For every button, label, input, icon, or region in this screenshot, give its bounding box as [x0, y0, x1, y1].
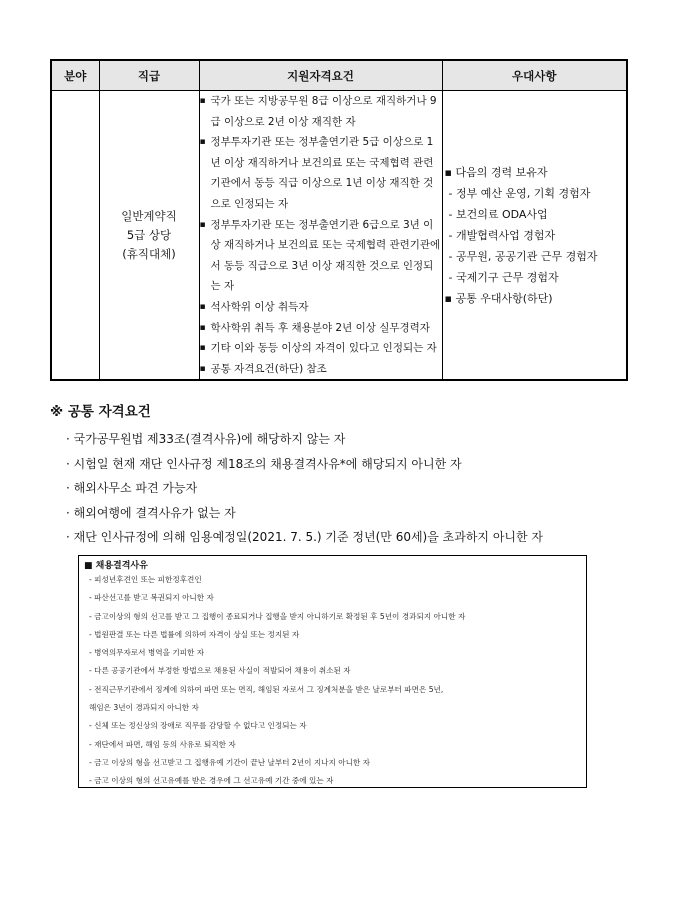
rank-line: 5급 상당 — [126, 227, 172, 242]
requirement-item: ▪ 석사학위 이상 취득자 — [200, 297, 442, 318]
disqualification-item: - 금고 이상의 형을 선고받고 그 집행유예 기간이 끝난 날부터 2년이 지나지 아니한 자 — [89, 757, 371, 767]
disqualification-title: ■ 채용결격사유 — [84, 561, 148, 571]
header-field: 분야 — [51, 60, 99, 91]
table-row — [51, 91, 627, 381]
rank-line: 일반계약직 — [121, 208, 177, 223]
preference-item: - 개발협력사업 경험자 — [448, 228, 556, 242]
table-header-row — [51, 60, 627, 91]
header-rank: 직급 — [99, 60, 199, 91]
requirements-list — [200, 91, 442, 379]
requirement-item: ▪ 정부투자기관 또는 정부출연기관 5급 이상으로 1년 이상 재직하거나 보건의료 또는 국제협력 관련기관에서 동등 직급 이상으로 1년 이상 재직한 것으로 인정되는 자 — [200, 132, 442, 214]
preference-item: - 보건의료 ODA사업 — [448, 207, 548, 221]
disqualification-item: - 병역의무자로서 병역을 기피한 자 — [89, 648, 205, 658]
rank-cell — [99, 91, 199, 381]
requirement-item: ▪ 국가 또는 지방공무원 8급 이상으로 재직하거나 9급 이상으로 2년 이상 재직한 자 — [200, 91, 442, 132]
header-requirements: 지원자격요건 — [199, 60, 442, 91]
common-requirement-item: · 시험일 현재 재단 인사규정 제18조의 채용결격사유*에 해당되지 아니한 자 — [66, 456, 462, 471]
preference-item: - 공무원, 공공기관 근무 경험자 — [448, 249, 598, 263]
common-requirements-list — [66, 427, 543, 550]
requirement-item: ▪ 기타 이와 동등 이상의 자격이 있다고 인정되는 자 — [200, 338, 442, 359]
disqualification-box — [78, 555, 587, 788]
header-preferences: 우대사항 — [442, 60, 627, 91]
disqualification-item: - 전직근무기관에서 징계에 의하여 파면 또는 면직, 해임된 자로서 그 징계처분을 받은 날로부터 파면은 5년, — [89, 684, 444, 694]
requirement-item: ▪ 학사학위 취득 후 채용분야 2년 이상 실무경력자 — [200, 318, 442, 339]
rank-line: (휴직대체) — [122, 246, 176, 261]
common-requirement-item: · 해외여행에 결격사유가 없는 자 — [66, 505, 236, 520]
common-requirement-item: · 재단 인사규정에 의해 임용예정일(2021. 7. 5.) 기준 정년(만 60세)을 초과하지 아니한 자 — [66, 530, 544, 544]
disqualification-item: - 파산선고를 받고 복권되지 아니한 자 — [89, 593, 214, 603]
requirement-item: ▪ 공통 자격요건(하단) 참조 — [200, 359, 442, 380]
field-cell — [51, 91, 99, 381]
disqualification-item: - 법원판결 또는 다른 법률에 의하여 자격이 상실 또는 정지된 자 — [89, 629, 300, 639]
disqualification-item: 해임은 3년이 경과되지 아니한 자 — [89, 703, 199, 713]
preferences-cell — [442, 91, 627, 381]
preference-item: ▪ 다음의 경력 보유자 — [444, 165, 548, 179]
disqualification-list — [89, 571, 465, 791]
common-requirement-item: · 해외사무소 파견 가능자 — [66, 481, 198, 495]
disqualification-item: - 신체 또는 정신상의 장애로 직무를 감당할 수 없다고 인정되는 자 — [89, 721, 307, 731]
preference-item: - 정부 예산 운영, 기획 경험자 — [448, 186, 591, 200]
common-requirements-title: ※ 공통 자격요건 — [50, 404, 151, 420]
requirement-item: ▪ 정부투자기관 또는 정부출연기관 6급으로 3년 이상 재직하거나 보건의료 또는 국제협력 관련기관에서 동등 직급으로 3년 이상 재직한 것으로 인정되는 자 — [200, 215, 442, 297]
preference-item: - 국제기구 근무 경험자 — [448, 270, 559, 284]
disqualification-item: - 다른 공공기관에서 부정한 방법으로 채용된 사실이 적발되어 채용이 취소된 자 — [89, 666, 351, 676]
recruitment-table — [50, 59, 628, 381]
requirements-cell — [199, 91, 442, 381]
disqualification-item: - 피성년후견인 또는 피한정후견인 — [89, 575, 202, 584]
disqualification-item: - 금고이상의 형의 선고를 받고 그 집행이 종료되거나 집행을 받지 아니하기로 확정된 후 5년이 경과되지 아니한 자 — [89, 611, 466, 621]
disqualification-item: - 재단에서 파면, 해임 등의 사유로 퇴직한 자 — [89, 739, 236, 749]
common-requirement-item: · 국가공무원법 제33조(결격사유)에 해당하지 않는 자 — [66, 432, 346, 446]
disqualification-item: - 금고 이상의 형의 선고유예를 받은 경우에 그 선고유예 기간 중에 있는 자 — [89, 776, 334, 786]
preference-item: ▪ 공통 우대사항(하단) — [444, 291, 553, 305]
